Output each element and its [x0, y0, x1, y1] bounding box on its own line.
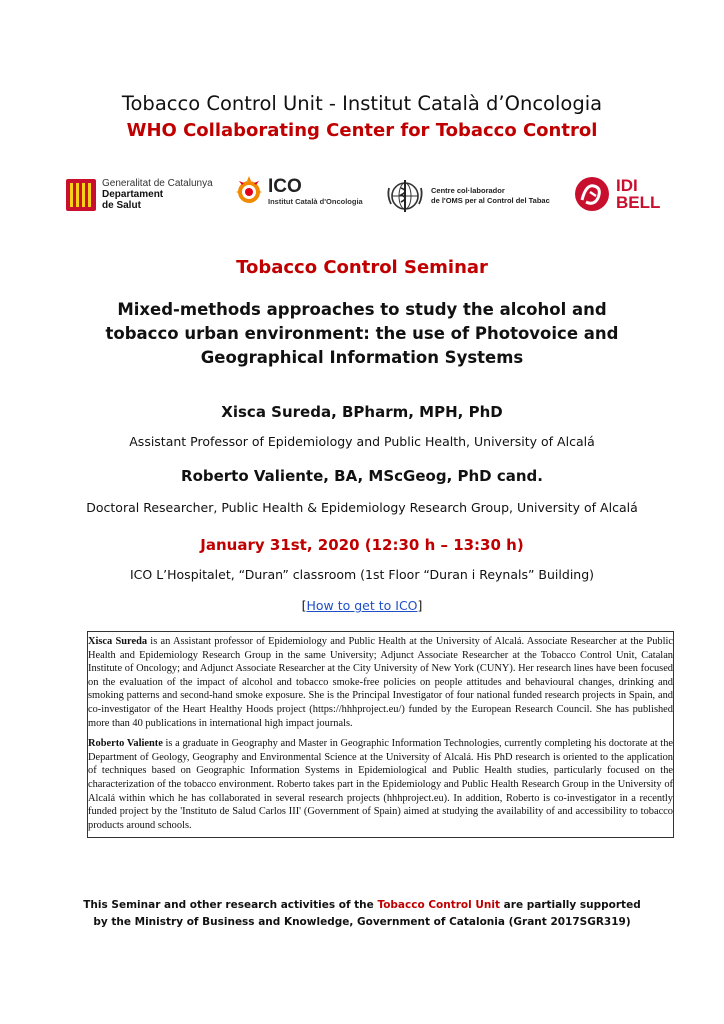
ico-subtitle: Institut Català d'Oncologia	[268, 196, 363, 206]
speaker-bios-box	[87, 631, 674, 838]
how-to-get-link[interactable]: How to get to ICO	[306, 598, 418, 613]
bracket-close: ]	[417, 598, 423, 613]
bio-text-1: is an Assistant professor of Epidemiology and Public Health at the University of Alcalá. Associate Researcher at the Public Health and Epidemiology Research Group in the same University; Adjunct Associate Researcher at the Tobacco Control Unit, Catalan Institute of Oncology; and Adjunct Associate Researcher at the City University of New York (CUNY). Her research lines have been focused on the evaluation of the impact of alcohol and tobacco smoke-free policies on people attitudes and behavioural changes, drinking and smoking patterns and second-hand smoke exposure. She is the Principal Investigator of four national funded research projects in Spain, and co-investigator of the Heart Healthy Hoods project (https://hhhproject.eu/) funded by the European Research Council. She has published more than 40 publications in international high impact journals.	[88, 636, 673, 729]
speaker-affiliation-2: Doctoral Researcher, Public Health & Epidemiology Research Group, University of Alcalá	[86, 500, 638, 515]
gencat-line3: de Salut	[102, 200, 141, 211]
who-logo	[385, 176, 550, 216]
gencat-emblem-icon	[66, 179, 96, 211]
logo-strip	[0, 168, 724, 232]
bio-paragraph-1	[88, 635, 673, 730]
footer-line2: by the Ministry of Business and Knowledge, Government of Catalonia (Grant 2017SGR319)	[93, 916, 631, 928]
who-center-title: WHO Collaborating Center for Tobacco Control	[126, 120, 598, 141]
event-date: January 31st, 2020 (12:30 h – 13:30 h)	[200, 536, 524, 554]
footer-part1: This Seminar and other research activities of the	[83, 899, 378, 911]
gencat-line1: Generalitat de Catalunya	[102, 178, 213, 189]
idibell-emblem-icon	[572, 174, 612, 214]
idibell-line2: BELL	[616, 193, 661, 212]
gencat-logo	[66, 178, 213, 211]
bio-paragraph-2	[88, 737, 673, 832]
footer-highlight: Tobacco Control Unit	[377, 899, 501, 911]
bio-text-2: is a graduate in Geography and Master in Geographic Information Technologies, currently completing his doctorate at the Department of Geology, Geography and Environmental Science at the University of Alcalá. His PhD research is oriented to the application of techniques based on Geographic Information Systems in Epidemiological and Public Health studies, particularly focused on the characterization of the tobacco environment. Roberto takes part in the Epidemiology and Public Health Research Group in the University of Alcalá within which he has collaborated in several research projects (hhhproject.eu). In addition, Roberto is co-investigator in a recently funded project by the 'Instituto de Salud Carlos III' (Government of Spain) aimed at studying the availability of and accessibility to tobacco products around schools.	[88, 738, 674, 831]
seminar-series-title: Tobacco Control Seminar	[236, 257, 488, 278]
funding-footer	[0, 897, 724, 931]
speaker-name-1: Xisca Sureda, BPharm, MPH, PhD	[221, 403, 503, 421]
who-line1: Centre col·laborador	[431, 186, 505, 195]
idibell-line1: IDI	[616, 176, 638, 195]
talk-title: Mixed-methods approaches to study the alcohol and tobacco urban environment: the use of Photovoice and Geographical Information Systems	[105, 300, 619, 367]
bracket-open: [	[301, 598, 307, 613]
footer-part2: are partially supported	[500, 899, 641, 911]
who-emblem-icon	[385, 176, 425, 216]
event-venue: ICO L’Hospitalet, “Duran” classroom (1st Floor “Duran i Reynals” Building)	[129, 567, 595, 582]
institution-title: Tobacco Control Unit - Institut Català d’Oncologia	[121, 92, 603, 115]
speaker-affiliation-1: Assistant Professor of Epidemiology and Public Health, University of Alcalá	[129, 434, 595, 449]
gencat-line2: Departament	[102, 189, 164, 200]
speaker-name-2: Roberto Valiente, BA, MScGeog, PhD cand.	[181, 467, 543, 485]
ico-sun-icon	[232, 172, 266, 210]
ico-logo	[232, 172, 363, 210]
bio-name-1: Xisca Sureda	[88, 636, 148, 647]
idibell-logo	[572, 174, 660, 214]
directions-link-wrapper	[0, 598, 724, 613]
ico-wordmark: ICO	[268, 175, 302, 197]
bio-name-2: Roberto Valiente	[88, 738, 163, 750]
who-line2: de l'OMS per al Control del Tabac	[431, 196, 550, 205]
